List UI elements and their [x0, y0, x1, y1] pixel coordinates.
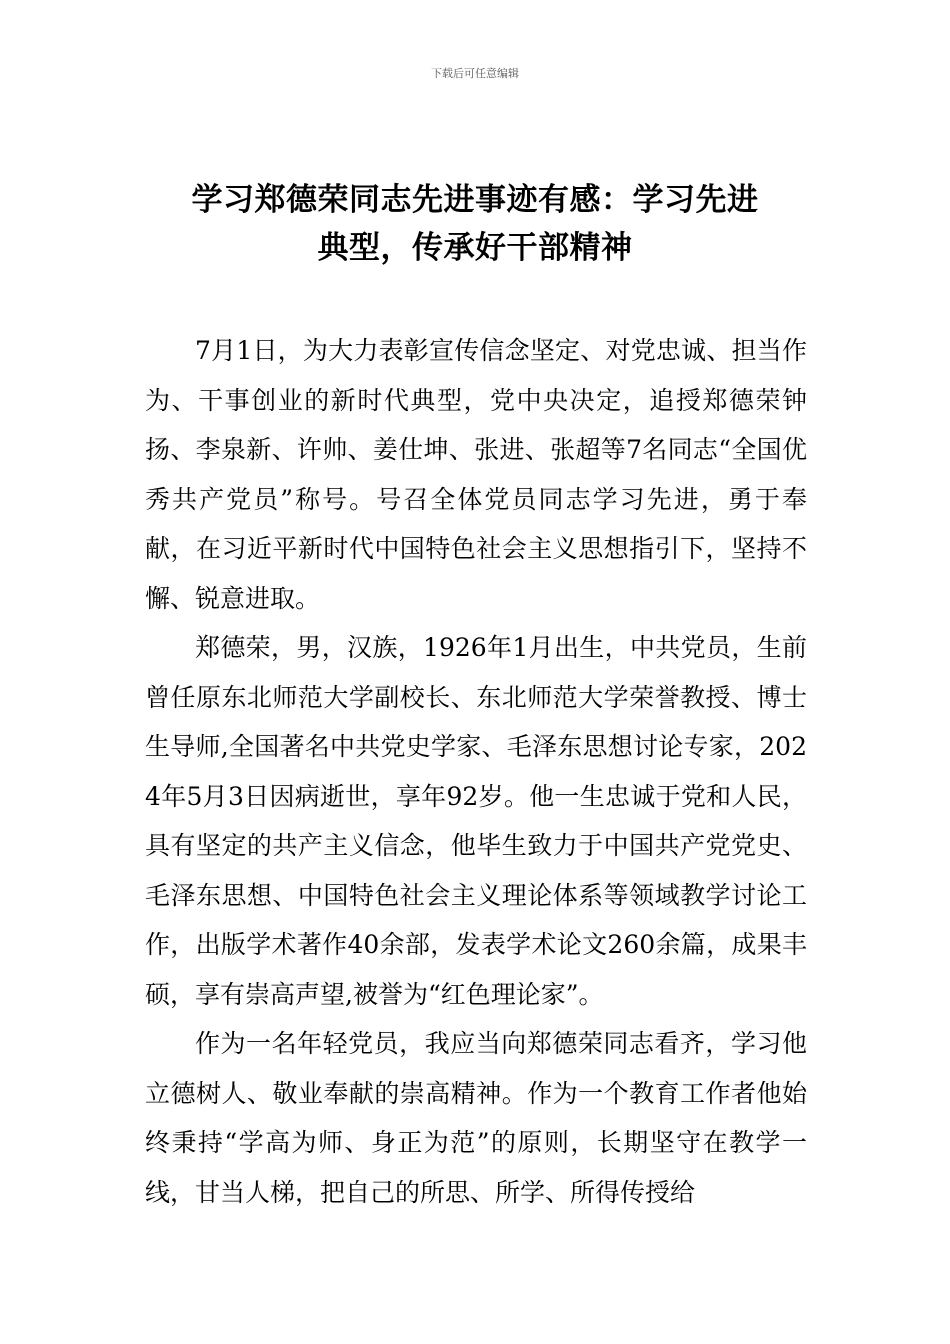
document-title [140, 176, 810, 272]
document-body [145, 326, 807, 1217]
title-line-1: 学习郑德荣同志先进事迹有感：学习先进 [191, 182, 759, 218]
paragraph-2: 郑德荣，男，汉族，1926年1月出生，中共党员，生前曾任原东北师范大学副校长、东北师范大学荣誉教授、博士生导师,全国著名中共党史学家、毛泽东思想讨论专家，2024年5月3日因病逝世，享年92岁。他一生忠诚于党和人民，具有坚定的共产主义信念，他毕生致力于中国共产党党史、毛泽东思想、中国特色社会主义理论体系等领域教学讨论工作，出版学术著作40余部，发表学术论文260余篇，成果丰硕，享有崇高声望,被誉为“红色理论家”。 [145, 633, 807, 1009]
title-line-2: 典型，传承好干部精神 [317, 230, 633, 266]
paragraph-1: 7月1日，为大力表彰宣传信念坚定、对党忠诚、担当作为、干事创业的新时代典型，党中央决定，追授郑德荣钟扬、李泉新、许帅、姜仕坤、张进、张超等7名同志“全国优秀共产党员”称号。号召全体党员同志学习先进，勇于奉献，在习近平新时代中国特色社会主义思想指引下，坚持不懈、锐意进取。 [145, 336, 807, 613]
paragraph-3: 作为一名年轻党员，我应当向郑德荣同志看齐，学习他立德树人、敬业奉献的崇高精神。作为一个教育工作者他始终秉持“学高为师、身正为范”的原则，长期坚守在教学一线，甘当人梯，把自己的所思、所学、所得传授给 [145, 1029, 807, 1207]
page-header-note: 下载后可任意编辑 [431, 67, 519, 80]
